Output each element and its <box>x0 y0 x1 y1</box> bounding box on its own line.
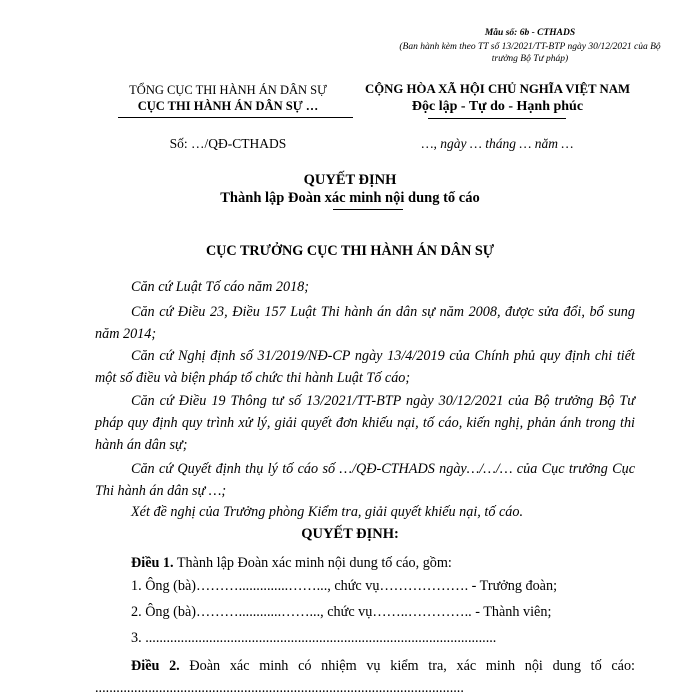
place-and-date: …, ngày … tháng … năm … <box>421 136 574 151</box>
article-2-label: Điều 2. <box>131 658 180 674</box>
document-type-title: QUYẾT ĐỊNH <box>303 172 397 188</box>
form-issuance-note: (Ban hành kèm theo TT số 13/2021/TT-BTP ngày 30/12/2021 của Bộ trưởng Bộ Tư pháp) <box>399 42 661 64</box>
member-line-other: 3. ................................................................................................... <box>131 630 497 646</box>
decision-heading: QUYẾT ĐỊNH: <box>301 526 399 542</box>
form-number: Mẫu số: 6b - CTHADS <box>484 28 576 38</box>
parent-agency-name: TỔNG CỤC THI HÀNH ÁN DÂN SỰ <box>129 83 327 97</box>
legal-basis-item: Căn cứ Luật Tố cáo năm 2018; <box>131 279 309 295</box>
article-2-text: Đoàn xác minh có nhiệm vụ kiểm tra, xác minh nội dung tố cáo: ........................................................................................................ <box>95 658 635 696</box>
signing-authority: CỤC TRƯỞNG CỤC THI HÀNH ÁN DÂN SỰ <box>205 243 495 259</box>
member-line-leader: 1. Ông (bà)………..............……..., chức vụ………………. - Trưởng đoàn; <box>131 578 558 594</box>
agency-underline <box>118 117 353 118</box>
motto-underline <box>428 118 566 119</box>
legal-basis-item: Căn cứ Điều 23, Điều 157 Luật Thi hành án dân sự năm 2008, được sửa đổi, bổ sung năm 2014; <box>95 304 635 342</box>
proposal-statement: Xét đề nghị của Trưởng phòng Kiểm tra, giải quyết khiếu nại, tố cáo. <box>131 504 524 520</box>
legal-basis-item: Căn cứ Điều 19 Thông tư số 13/2021/TT-BTP ngày 30/12/2021 của Bộ trưởng Bộ Tư pháp quy định quy trình xử lý, giải quyết đơn khiếu nại, tố cáo, kiến nghị, phản ánh trong thi hành án dân sự; <box>95 393 635 453</box>
national-motto: Độc lập - Tự do - Hạnh phúc <box>411 99 584 114</box>
article-1 <box>131 552 635 574</box>
subject-underline <box>333 209 403 210</box>
document-number: Số: …/QĐ-CTHADS <box>169 136 287 151</box>
legal-basis-item: Căn cứ Nghị định số 31/2019/NĐ-CP ngày 13/4/2019 của Chính phủ quy định chi tiết một số điều và biện pháp tổ chức thi hành Luật Tố cáo; <box>95 348 635 386</box>
document-subject: Thành lập Đoàn xác minh nội dung tố cáo <box>220 190 480 206</box>
legal-basis-item: Căn cứ Quyết định thụ lý tố cáo số …/QĐ-CTHADS ngày…/…/… của Cục trưởng Cục Thi hành án dân sự …; <box>95 461 635 499</box>
member-line-member: 2. Ông (bà)………............……..., chức vụ……..………….. - Thành viên; <box>131 604 552 620</box>
issuing-agency-name: CỤC THI HÀNH ÁN DÂN SỰ … <box>137 99 319 113</box>
article-2 <box>95 655 635 699</box>
article-1-label: Điều 1. <box>131 555 174 571</box>
national-title: CỘNG HÒA XÃ HỘI CHỦ NGHĨA VIỆT NAM <box>364 82 631 96</box>
article-1-text: Thành lập Đoàn xác minh nội dung tố cáo, gồm: <box>173 555 452 571</box>
